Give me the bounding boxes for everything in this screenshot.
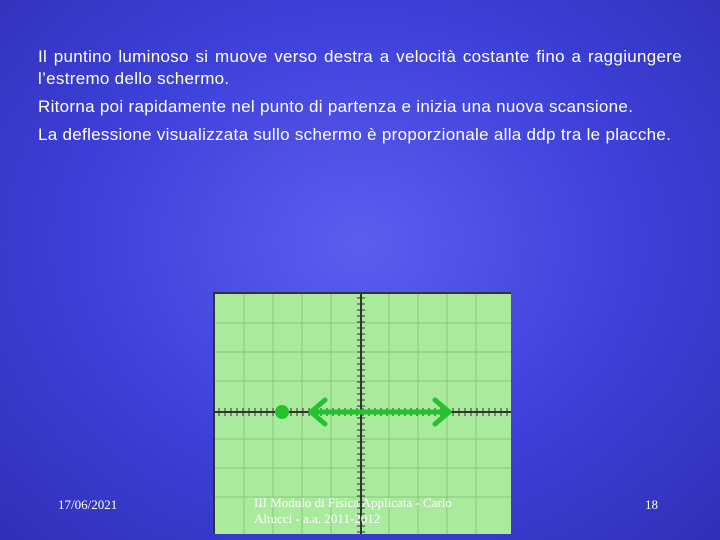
deflection-arrow — [311, 400, 449, 424]
paragraph-3: La deflessione visualizzata sullo schermo è proporzionale alla ddp tra le placche. — [38, 125, 672, 144]
paragraph-2: Ritorna poi rapidamente nel punto di partenza e inizia una nuova scansione. — [38, 97, 634, 116]
footer-page-number: 18 — [645, 497, 658, 512]
footer-date: 17/06/2021 — [58, 497, 118, 512]
footer-title: III Modulo di Fisica Applicata - Carlo Altucci - a.a. 2011-2012 — [254, 495, 452, 526]
light-dot — [275, 405, 289, 419]
paragraph-1: Il puntino luminoso si muove verso destra a velocità costante fino a raggiungere l’estremo dello schermo. — [38, 47, 682, 88]
slide-body — [38, 46, 682, 152]
